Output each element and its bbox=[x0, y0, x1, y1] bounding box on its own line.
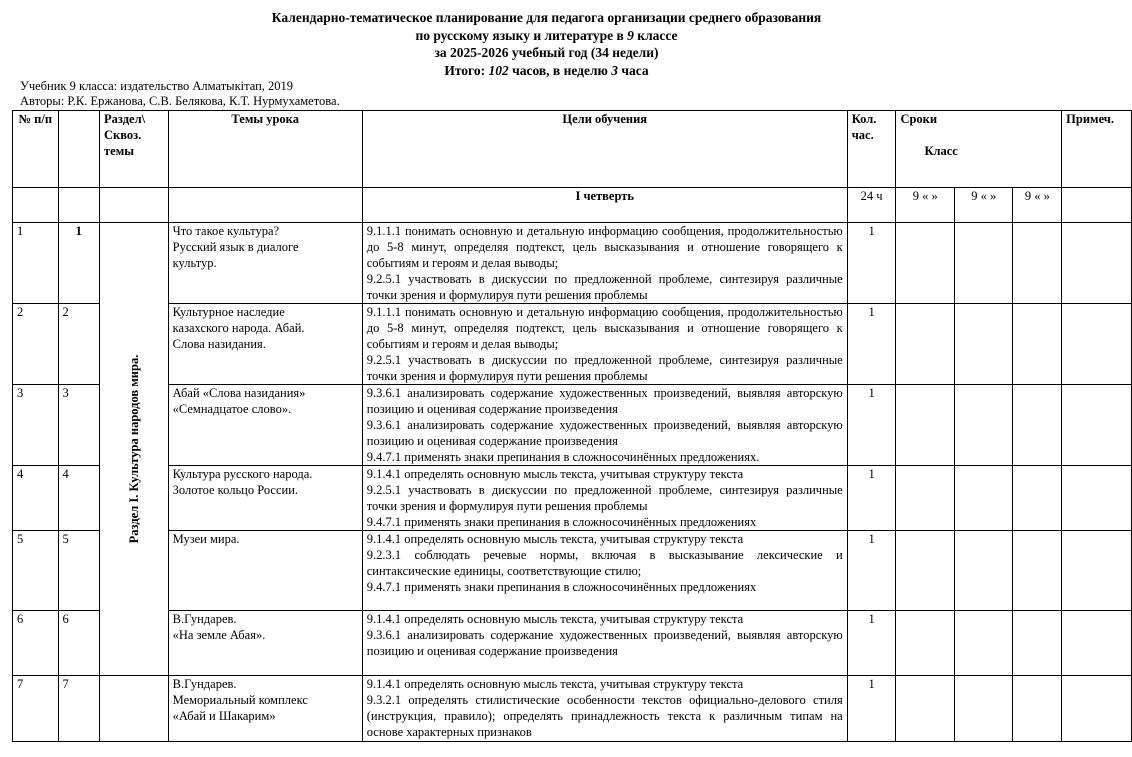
header-notes: Примеч. bbox=[1062, 111, 1132, 188]
row-lesson-number: 5 bbox=[58, 531, 99, 611]
row-notes bbox=[1062, 531, 1132, 611]
textbook-info: Учебник 9 класса: издательство Алматыкітап, 2019 bbox=[20, 79, 294, 93]
topic-line: Абай «Слова назидания» bbox=[172, 386, 306, 400]
table-row bbox=[13, 223, 1132, 304]
goal-item: 9.4.7.1 применять знаки препинания в сложносочинённых предложениях bbox=[366, 580, 757, 594]
row-date-2 bbox=[954, 531, 1013, 611]
goal-item: 9.2.3.1 соблюдать речевые нормы, включая в высказывание лексические и синтаксические единицы, соответствующие стилю; bbox=[366, 548, 843, 578]
row-hours: 1 bbox=[847, 531, 896, 611]
topic-line: Музеи мира. bbox=[172, 532, 240, 546]
row-topic bbox=[168, 531, 362, 611]
header-class-label: Класс bbox=[924, 144, 958, 158]
header-row bbox=[13, 111, 1132, 188]
row-date-3 bbox=[1013, 676, 1062, 742]
header-topic: Темы урока bbox=[168, 111, 362, 188]
quarter-hours: 24 ч bbox=[847, 188, 896, 223]
quarter-date-2: 9 « » bbox=[954, 188, 1013, 223]
topic-line: Что такое культура? bbox=[172, 224, 280, 238]
row-date-3 bbox=[1013, 611, 1062, 676]
topic-line: Культурное наследие bbox=[172, 305, 285, 319]
header-num: № п/п bbox=[13, 111, 59, 188]
title-line-2: по русскому языку и литературе в 9 классе bbox=[415, 27, 678, 43]
row-lesson-number: 1 bbox=[58, 223, 99, 304]
row-notes bbox=[1062, 385, 1132, 466]
goal-item: 9.2.5.1 участвовать в дискуссии по предложенной проблеме, синтезируя различные точки зрения и формулируя пути решения проблемы bbox=[366, 353, 843, 383]
header-hours: Кол. час. bbox=[847, 111, 896, 188]
row-notes bbox=[1062, 304, 1132, 385]
goal-item: 9.4.7.1 применять знаки препинания в сложносочинённых предложениях bbox=[366, 515, 757, 529]
topic-line: Золотое кольцо России. bbox=[172, 483, 299, 497]
row-date-1 bbox=[896, 531, 955, 611]
row-date-1 bbox=[896, 466, 955, 531]
goal-item: 9.1.1.1 понимать основную и детальную информацию сообщения, продолжительностью до 5-8 минут, определяя подтекст, цель высказывания и отношение говорящего к событиям и героям и делая выводы; bbox=[366, 224, 843, 270]
planning-table bbox=[12, 110, 1132, 742]
title-line-3: за 2025-2026 учебный год (34 недели) bbox=[434, 45, 659, 60]
row-number: 3 bbox=[13, 385, 59, 466]
goal-item: 9.3.2.1 определять стилистические особенности текстов официально-делового стиля (инструкция, правило); определять принадлежность текста к различным типам на основе характерных признаков bbox=[366, 693, 843, 739]
row-hours: 1 bbox=[847, 304, 896, 385]
table-row bbox=[13, 304, 1132, 385]
row-date-1 bbox=[896, 611, 955, 676]
row-lesson-number: 3 bbox=[58, 385, 99, 466]
topic-line: культур. bbox=[172, 256, 217, 270]
row-topic bbox=[168, 385, 362, 466]
row-lesson-number: 6 bbox=[58, 611, 99, 676]
row-goals bbox=[362, 304, 847, 385]
header-terms bbox=[896, 111, 1062, 188]
goal-item: 9.3.6.1 анализировать содержание художественных произведений, выявляя авторскую позицию и оценивая содержание произведения bbox=[366, 386, 843, 416]
row-date-3 bbox=[1013, 223, 1062, 304]
row-topic bbox=[168, 676, 362, 742]
row-goals bbox=[362, 531, 847, 611]
row-goals bbox=[362, 385, 847, 466]
row-notes bbox=[1062, 611, 1132, 676]
row-date-3 bbox=[1013, 304, 1062, 385]
quarter-date-3: 9 « » bbox=[1013, 188, 1062, 223]
section-cell bbox=[100, 223, 169, 676]
header-goals: Цели обучения bbox=[362, 111, 847, 188]
row-topic bbox=[168, 304, 362, 385]
row-lesson-number: 7 bbox=[58, 676, 99, 742]
title-line-4: Итого: 102 часов, в неделю 3 часа bbox=[444, 62, 649, 78]
table-row bbox=[13, 611, 1132, 676]
row-hours: 1 bbox=[847, 385, 896, 466]
row-number: 4 bbox=[13, 466, 59, 531]
row-notes bbox=[1062, 223, 1132, 304]
row-date-1 bbox=[896, 676, 955, 742]
row-number: 1 bbox=[13, 223, 59, 304]
title-line-1: Календарно-тематическое планирование для педагога организации среднего образования bbox=[271, 10, 822, 25]
authors-info: Авторы: Р.К. Ержанова, С.В. Белякова, К.Т. Нурмухаметова. bbox=[20, 94, 340, 108]
row-number: 7 bbox=[13, 676, 59, 742]
row-topic bbox=[168, 466, 362, 531]
topic-line: В.Гундарев. bbox=[172, 612, 237, 626]
row-number: 6 bbox=[13, 611, 59, 676]
goal-item: 9.4.7.1 применять знаки препинания в сложносочинённых предложениях. bbox=[366, 450, 760, 464]
topic-line: «Семнадцатое слово». bbox=[172, 402, 292, 416]
goal-item: 9.1.4.1 определять основную мысль текста, учитывая структуру текста bbox=[366, 612, 744, 626]
table-row bbox=[13, 676, 1132, 742]
quarter-blank-4 bbox=[168, 188, 362, 223]
row-hours: 1 bbox=[847, 676, 896, 742]
row-date-3 bbox=[1013, 385, 1062, 466]
row-date-2 bbox=[954, 466, 1013, 531]
row-date-2 bbox=[954, 223, 1013, 304]
quarter-date-1: 9 « » bbox=[896, 188, 955, 223]
goal-item: 9.2.5.1 участвовать в дискуссии по предложенной проблеме, синтезируя различные точки зрения и формулируя пути решения проблемы bbox=[366, 483, 843, 513]
quarter-blank-2 bbox=[58, 188, 99, 223]
quarter-notes bbox=[1062, 188, 1132, 223]
table-row bbox=[13, 385, 1132, 466]
topic-line: В.Гундарев. bbox=[172, 677, 237, 691]
goal-item: 9.3.6.1 анализировать содержание художественных произведений, выявляя авторскую позицию и оценивая содержание произведения bbox=[366, 628, 843, 658]
quarter-blank-1 bbox=[13, 188, 59, 223]
row-goals bbox=[362, 676, 847, 742]
row-date-2 bbox=[954, 304, 1013, 385]
row-date-2 bbox=[954, 611, 1013, 676]
topic-line: «Абай и Шакарим» bbox=[172, 709, 276, 723]
header-section: Раздел\ Сквоз. темы bbox=[100, 111, 169, 188]
row-notes bbox=[1062, 466, 1132, 531]
row-hours: 1 bbox=[847, 611, 896, 676]
row-topic bbox=[168, 223, 362, 304]
row-goals bbox=[362, 466, 847, 531]
topic-line: Культура русского народа. bbox=[172, 467, 313, 481]
header-num-2 bbox=[58, 111, 99, 188]
row-date-1 bbox=[896, 223, 955, 304]
goal-item: 9.3.6.1 анализировать содержание художественных произведений, выявляя авторскую позицию и оценивая содержание произведения bbox=[366, 418, 843, 448]
row-number: 2 bbox=[13, 304, 59, 385]
topic-line: Мемориальный комплекс bbox=[172, 693, 308, 707]
row-lesson-number: 4 bbox=[58, 466, 99, 531]
row-date-1 bbox=[896, 304, 955, 385]
document-title bbox=[0, 9, 1093, 79]
topic-line: Русский язык в диалоге bbox=[172, 240, 299, 254]
topic-line: Слова назидания. bbox=[172, 337, 266, 351]
row-number: 5 bbox=[13, 531, 59, 611]
row-date-2 bbox=[954, 676, 1013, 742]
section-label: Раздел I. Культура народов мира. bbox=[126, 354, 141, 544]
quarter-blank-3 bbox=[100, 188, 169, 223]
row-hours: 1 bbox=[847, 466, 896, 531]
table-row bbox=[13, 466, 1132, 531]
row-date-2 bbox=[954, 385, 1013, 466]
row-goals bbox=[362, 611, 847, 676]
row-goals bbox=[362, 223, 847, 304]
table-row bbox=[13, 531, 1132, 611]
header-terms-label: Сроки bbox=[900, 112, 938, 126]
goal-item: 9.1.4.1 определять основную мысль текста, учитывая структуру текста bbox=[366, 467, 744, 481]
row-lesson-number: 2 bbox=[58, 304, 99, 385]
topic-line: казахского народа. Абай. bbox=[172, 321, 305, 335]
goal-item: 9.1.4.1 определять основную мысль текста, учитывая структуру текста bbox=[366, 532, 744, 546]
quarter-label: I четверть bbox=[362, 188, 847, 223]
section-cell-empty bbox=[100, 676, 169, 742]
row-notes bbox=[1062, 676, 1132, 742]
row-date-3 bbox=[1013, 466, 1062, 531]
goal-item: 9.2.5.1 участвовать в дискуссии по предложенной проблеме, синтезируя различные точки зрения и формулируя пути решения проблемы bbox=[366, 272, 843, 302]
topic-line: «На земле Абая». bbox=[172, 628, 266, 642]
row-date-1 bbox=[896, 385, 955, 466]
row-hours: 1 bbox=[847, 223, 896, 304]
row-date-3 bbox=[1013, 531, 1062, 611]
goal-item: 9.1.4.1 определять основную мысль текста, учитывая структуру текста bbox=[366, 677, 744, 691]
goal-item: 9.1.1.1 понимать основную и детальную информацию сообщения, продолжительностью до 5-8 минут, определяя подтекст, цель высказывания и отношение говорящего к событиям и героям и делая выводы; bbox=[366, 305, 843, 351]
row-topic bbox=[168, 611, 362, 676]
quarter-row bbox=[13, 188, 1132, 223]
